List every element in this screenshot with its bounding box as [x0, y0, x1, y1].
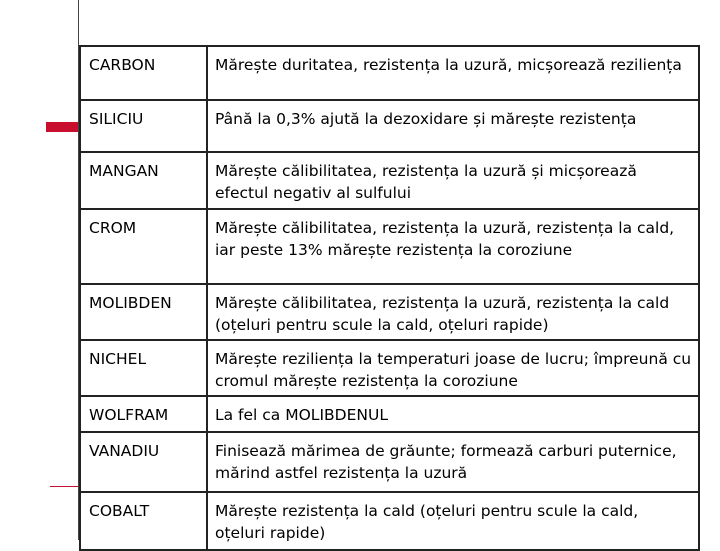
- element-cell: SILICIU: [80, 100, 207, 152]
- effect-cell: Mărește reziliența la temperaturi joase de lucru; împreună cu cromul mărește rezistența la coroziune: [207, 340, 699, 396]
- element-cell: MOLIBDEN: [80, 284, 207, 340]
- effect-cell: Finisează mărimea de grăunte; formează carburi puternice, mărind astfel rezistența la uzură: [207, 432, 699, 492]
- element-cell: CARBON: [80, 46, 207, 100]
- effect-cell: Mărește călibilitatea, rezistența la uzură și micșorează efectul negativ al sulfului: [207, 152, 699, 209]
- effect-cell: Mărește duritatea, rezistența la uzură, micșorează reziliența: [207, 46, 699, 100]
- element-cell: CROM: [80, 209, 207, 284]
- table-row: [80, 396, 699, 432]
- effect-cell: Mărește călibilitatea, rezistența la uzură, rezistența la cald (oțeluri pentru scule la cald, oțeluri rapide): [207, 284, 699, 340]
- table-row: [80, 284, 699, 340]
- table-row: [80, 432, 699, 492]
- effect-cell: La fel ca MOLIBDENUL: [207, 396, 699, 432]
- element-cell: VANADIU: [80, 432, 207, 492]
- effect-cell: Mărește rezistența la cald (oțeluri pentru scule la cald, oțeluri rapide): [207, 492, 699, 550]
- element-cell: NICHEL: [80, 340, 207, 396]
- element-cell: COBALT: [80, 492, 207, 550]
- table-row: [80, 46, 699, 100]
- red-accent-bar: [46, 122, 78, 132]
- effect-cell: Mărește călibilitatea, rezistența la uzură, rezistența la cald, iar peste 13% mărește rezistența la coroziune: [207, 209, 699, 284]
- table-row: [80, 340, 699, 396]
- effect-cell: Până la 0,3% ajută la dezoxidare și mărește rezistența: [207, 100, 699, 152]
- alloying-elements-table: [79, 45, 700, 551]
- table-row: [80, 100, 699, 152]
- element-cell: MANGAN: [80, 152, 207, 209]
- table-row: [80, 152, 699, 209]
- table-row: [80, 209, 699, 284]
- table-row: [80, 492, 699, 550]
- red-accent-line: [50, 486, 78, 487]
- element-cell: WOLFRAM: [80, 396, 207, 432]
